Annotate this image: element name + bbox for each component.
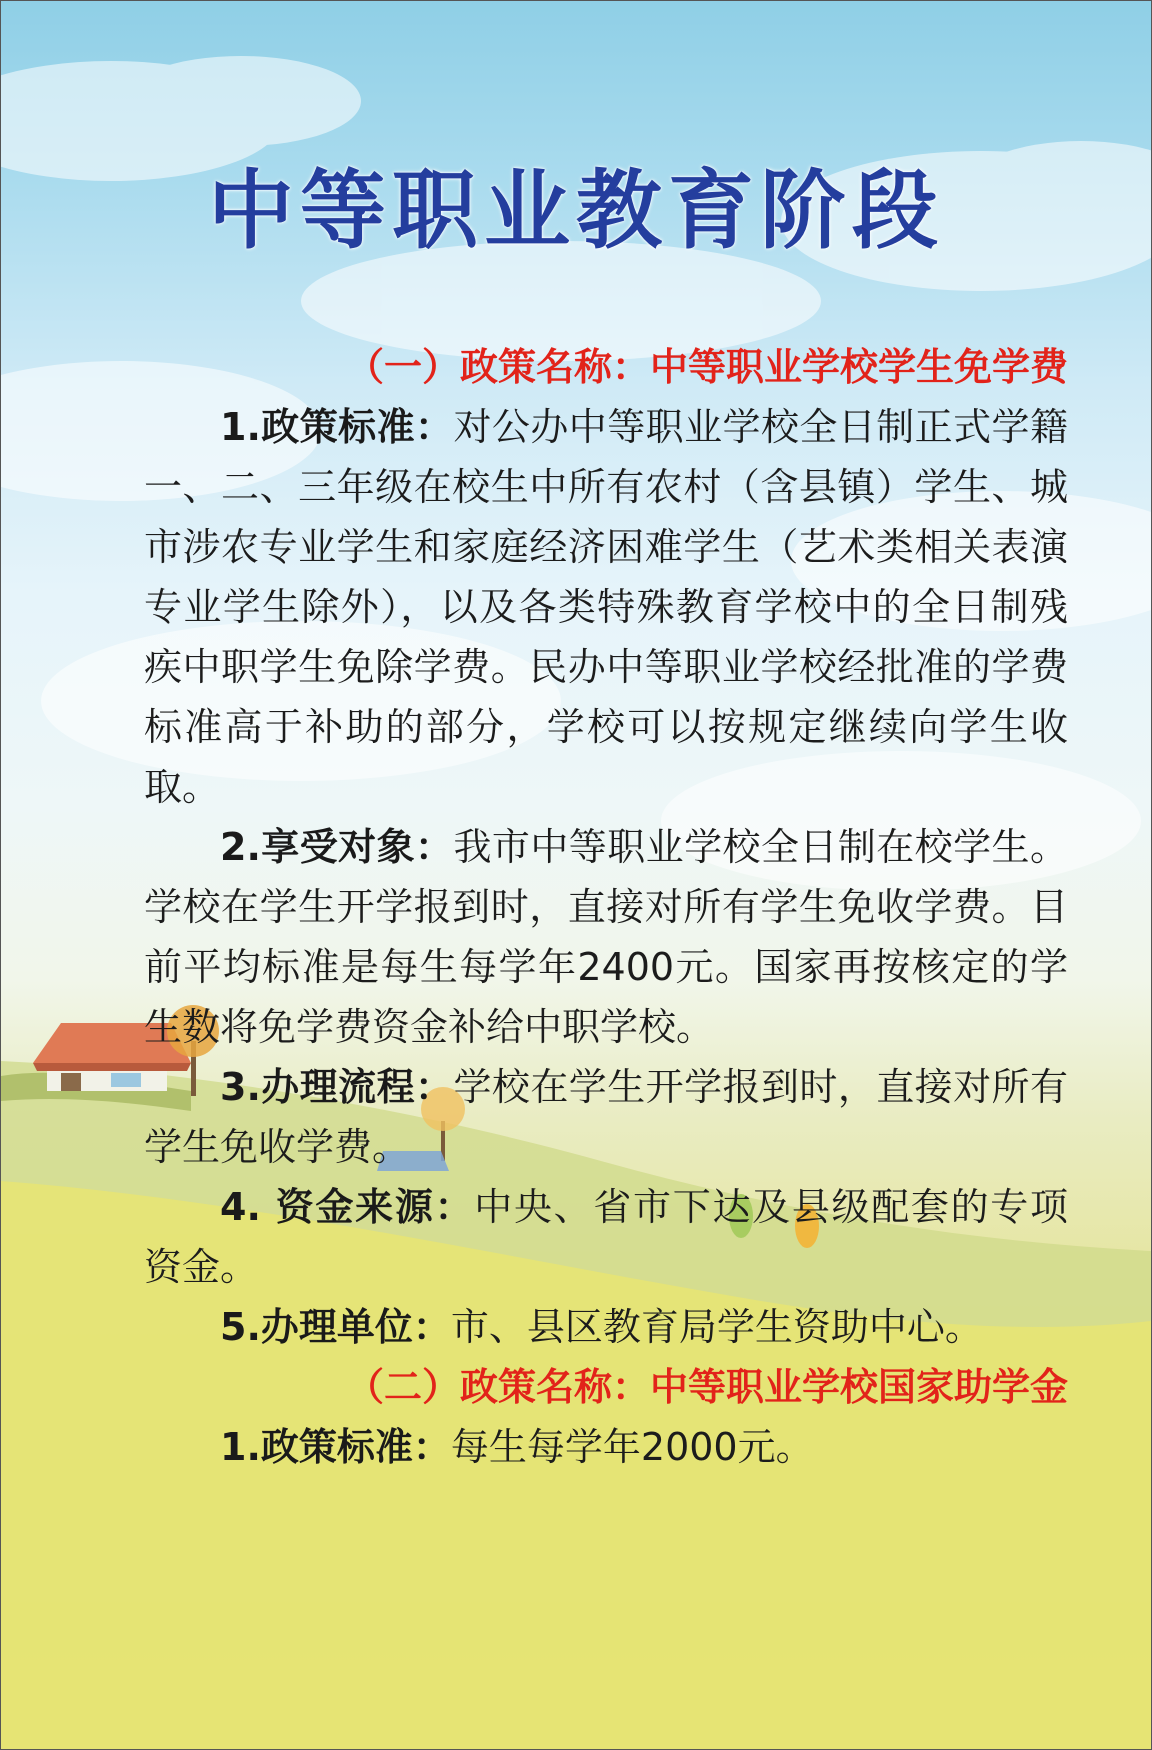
item-text: 市、县区教育局学生资助中心。 — [450, 1305, 983, 1349]
item-label: 5.办理单位： — [220, 1305, 451, 1349]
item-label: 1.政策标准： — [220, 405, 454, 449]
item-text: 学校在学生开学报到时，直接对所有学生免收学费。 — [144, 1065, 1068, 1169]
policy-item — [144, 817, 1068, 1057]
item-label: 3.办理流程： — [220, 1065, 454, 1109]
policy-item — [144, 1297, 1068, 1357]
policy-content — [144, 337, 1068, 1477]
section-heading-1: （一）政策名称：中等职业学校学生免学费 — [345, 345, 1068, 389]
item-label: 4. 资金来源： — [220, 1185, 475, 1229]
policy-item — [144, 1057, 1068, 1177]
item-text: 每生每学年2000元。 — [450, 1425, 814, 1469]
policy-item — [144, 397, 1068, 817]
page-title: 中等职业教育阶段 — [208, 160, 944, 261]
item-label: 2.享受对象： — [220, 825, 454, 869]
section-heading-2: （二）政策名称：中等职业学校国家助学金 — [345, 1365, 1068, 1409]
policy-item — [144, 1417, 1068, 1477]
item-label: 1.政策标准： — [220, 1425, 451, 1469]
policy-item — [144, 1177, 1068, 1297]
item-text: 对公办中等职业学校全日制正式学籍一、二、三年级在校生中所有农村（含县镇）学生、城市涉农专业学生和家庭经济困难学生（艺术类相关表演专业学生除外），以及各类特殊教育学校中的全日制残疾中职学生免除学费。民办中等职业学校经批准的学费标准高于补助的部分，学校可以按规定继续向学生收取。 — [144, 405, 1068, 809]
item-text: 中央、省市下达及县级配套的专项资金。 — [144, 1185, 1068, 1289]
item-text: 我市中等职业学校全日制在校学生。学校在学生开学报到时，直接对所有学生免收学费。目前平均标准是每生每学年2400元。国家再按核定的学生数将免学费资金补给中职学校。 — [144, 825, 1068, 1049]
